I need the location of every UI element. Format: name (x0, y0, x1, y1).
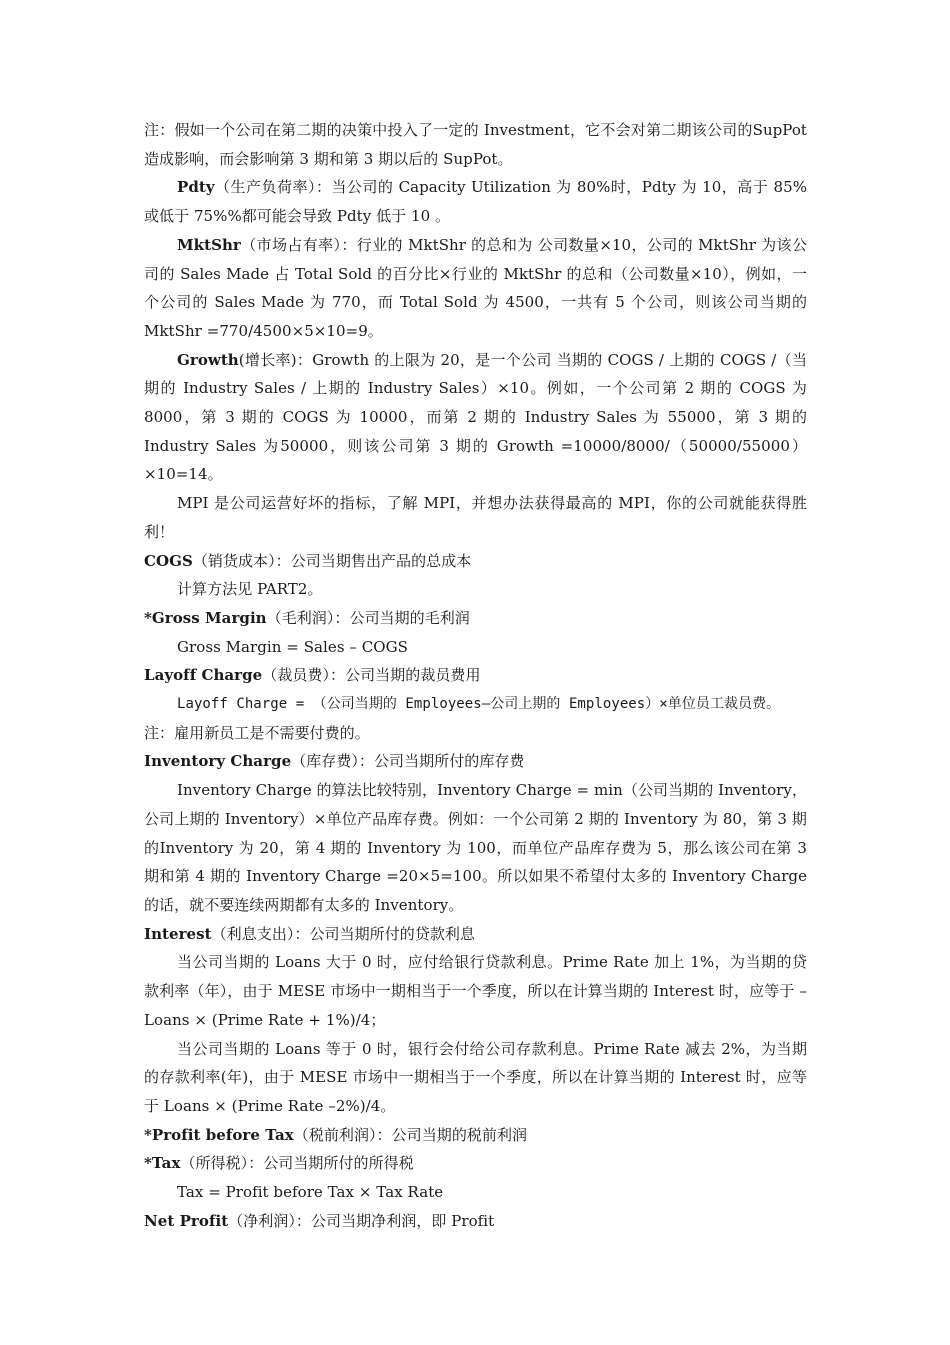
tax-body: （所得税）：公司当期所付的所得税 (180, 1154, 414, 1173)
mktshr-term: MktShr (177, 235, 241, 254)
gross-margin-body: （毛利润）：公司当期的毛利润 (266, 608, 470, 627)
cogs-term: COGS (144, 551, 193, 570)
growth-paragraph (144, 346, 807, 490)
pbt-heading (144, 1121, 807, 1150)
pdty-paragraph (144, 173, 807, 230)
gross-margin-term: *Gross Margin (144, 608, 267, 627)
cogs-calc: 计算方法见 PART2。 (177, 580, 323, 599)
pbt-term: *Profit before Tax (144, 1125, 294, 1144)
interest-body: （利息支出）：公司当期所付的贷款利息 (211, 924, 476, 943)
inventory-detail: Inventory Charge 的算法比较特别，Inventory Charge = min（公司当期的 Inventory，公司上期的 Inventory）×单位产品库存费。例如：一个公司第 2 期的 Inventory 为 80，第 3 期的Inventory 为 20，第 4 期的 Inventory 为 100，而单位产品库存费为 5，那么该公司在第 3 期和第 4 期的 Inventory Charge =20×5=100。所以如果不希望付太多的 Inventory Charge 的话，就不要连续两期都有太多的 Inventory。 (144, 781, 807, 914)
pdty-body: （生产负荷率）：当公司的 Capacity Utilization 为 80%时，Pdty 为 10，高于 85%或低于 75%%都可能会导致 Pdty 低于 10 。 (144, 178, 807, 226)
mktshr-paragraph (144, 231, 807, 346)
inventory-body: （库存费）：公司当期所付的库存费 (291, 752, 525, 771)
interest-loan: 当公司当期的 Loans 大于 0 时，应付给银行贷款利息。Prime Rate 加上 1%，为当期的贷款利率（年），由于 MESE 市场中一期相当于一个季度，所以在计算当期的 Interest 时，应等于 –Loans × (Prime Rate + 1%)/4； (144, 953, 807, 1029)
layoff-body: （裁员费）：公司当期的裁员费用 (262, 666, 481, 685)
layoff-term: Layoff Charge (144, 666, 263, 685)
mpi-paragraph: MPI 是公司运营好坏的指标，了解 MPI，并想办法获得最高的 MPI，你的公司就能获得胜利！ (144, 494, 807, 541)
document-page (144, 116, 807, 1235)
net-profit-body: （净利润）：公司当期净利润，即 Profit (228, 1211, 495, 1230)
pbt-body: （税前利润）：公司当期的税前利润 (293, 1125, 528, 1144)
note-investment: 注：假如一个公司在第二期的决策中投入了一定的 Investment，它不会对第二期该公司的SupPot造成影响，而会影响第 3 期和第 3 期以后的 SupPot。 (144, 121, 807, 168)
net-profit-heading (144, 1207, 807, 1236)
layoff-heading (144, 661, 807, 690)
net-profit-term: Net Profit (144, 1211, 229, 1230)
cogs-heading (144, 547, 807, 576)
interest-deposit: 当公司当期的 Loans 等于 0 时，银行会付给公司存款利息。Prime Rate 减去 2%，为当期的存款利率(年)，由于 MESE 市场中一期相当于一个季度，所以在计算当期的 Interest 时，应等于 Loans × (Prime Rate –2%)/4。 (144, 1039, 807, 1115)
interest-heading (144, 920, 807, 949)
note-hiring: 注：雇用新员工是不需要付费的。 (144, 723, 370, 742)
tax-heading (144, 1149, 807, 1178)
inventory-term: Inventory Charge (144, 752, 292, 771)
layoff-formula: Layoff Charge = （公司当期的 Employees–公司上期的 Employees）×单位员工裁员费。 (177, 696, 781, 713)
growth-body: (增长率)：Growth 的上限为 20，是一个公司 当期的 COGS / 上期的 COGS /（当期的 Industry Sales / 上期的 Industry Sales）×10。例如，一个公司第 2 期的 COGS 为 8000，第 3 期的 COGS 为 10000，而第 2 期的 Industry Sales 为 55000，第 3 期的 Industry Sales 为50000，则该公司第 3 期的 Growth =10000/8000/（50000/55000）×10=14。 (144, 350, 807, 484)
cogs-body: （销货成本）：公司当期售出产品的总成本 (192, 551, 472, 570)
pdty-term: Pdty (177, 178, 215, 197)
tax-term: *Tax (144, 1154, 181, 1173)
growth-term: Growth (177, 350, 239, 369)
inventory-heading (144, 747, 807, 776)
gross-margin-formula: Gross Margin = Sales – COGS (177, 637, 408, 656)
gross-margin-heading (144, 604, 807, 633)
interest-term: Interest (144, 924, 212, 943)
tax-formula: Tax = Profit before Tax × Tax Rate (177, 1183, 444, 1202)
mktshr-body: （市场占有率）：行业的 MktShr 的总和为 公司数量×10，公司的 MktShr 为该公司的 Sales Made 占 Total Sold 的百分比×行业的 MktShr 的总和（公司数量×10），例如，一个公司的 Sales Made 为 770，而 Total Sold 为 4500，一共有 5 个公司，则该公司当期的MktShr =770/4500×5×10=9。 (144, 235, 807, 340)
